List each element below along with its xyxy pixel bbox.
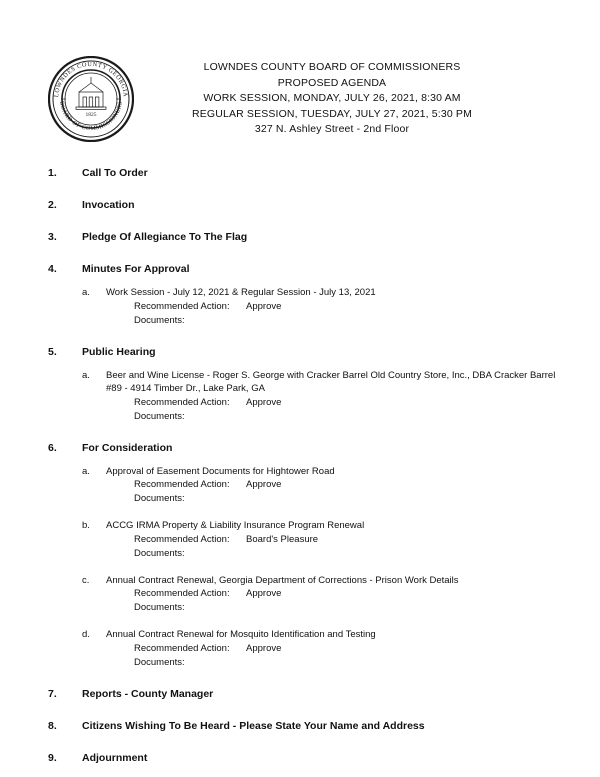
recommended-action-value: Approve — [246, 588, 282, 599]
agenda-item-title: Citizens Wishing To Be Heard - Please State Your Name and Address — [82, 719, 425, 732]
agenda-item-title: Reports - County Manager — [82, 687, 214, 700]
agenda-item-number: 1. — [48, 167, 57, 179]
agenda-item-number: 5. — [48, 345, 57, 358]
agenda-item-number: 7. — [48, 687, 57, 700]
recommended-action-row — [106, 587, 556, 601]
documents-label: Documents: — [134, 493, 185, 504]
agenda-subitem-list — [48, 465, 556, 670]
recommended-action-row — [106, 478, 556, 492]
recommended-action-row — [106, 300, 556, 314]
agenda-subitem-letter: c. — [82, 574, 90, 586]
agenda-subitem-text: Work Session - July 12, 2021 & Regular Session - July 13, 2021 — [106, 287, 376, 298]
svg-text:1825: 1825 — [85, 112, 97, 118]
agenda-item-number: 2. — [48, 199, 57, 211]
recommended-action-label: Recommended Action: — [134, 533, 230, 545]
agenda-subitem-list — [48, 369, 556, 424]
header-line-1: LOWNDES COUNTY BOARD OF COMMISSIONERS — [203, 61, 461, 73]
header-title-block — [134, 52, 560, 138]
agenda-subitem-text: Annual Contract Renewal for Mosquito Identification and Testing — [106, 629, 376, 640]
agenda-item — [48, 345, 556, 424]
agenda-subitem-text: Annual Contract Renewal, Georgia Department of Corrections - Prison Work Details — [106, 574, 459, 586]
agenda-subitem-letter: d. — [82, 629, 90, 640]
recommended-action-row — [106, 533, 556, 547]
agenda-subitem-list — [48, 286, 556, 328]
agenda-item-number: 4. — [48, 263, 57, 275]
agenda-subitem-text: ACCG IRMA Property & Liability Insurance Program Renewal — [106, 520, 365, 531]
agenda-item-title: For Consideration — [82, 441, 173, 454]
document-header — [0, 0, 600, 142]
recommended-action-label: Recommended Action: — [134, 588, 230, 599]
agenda-subitem-text: Approval of Easement Documents for Hightower Road — [106, 465, 335, 477]
agenda-subitem — [82, 574, 556, 616]
agenda-subitem — [82, 465, 556, 507]
recommended-action-label: Recommended Action: — [134, 642, 230, 654]
agenda-subitem-letter: a. — [82, 369, 90, 381]
agenda-list — [0, 142, 600, 766]
documents-label: Documents: — [134, 410, 185, 422]
header-line-3: WORK SESSION, MONDAY, JULY 26, 2021, 8:30 AM — [203, 92, 461, 104]
svg-text:BOARD OF COMMISSIONERS: BOARD OF COMMISSIONERS — [58, 100, 124, 133]
recommended-action-row — [106, 396, 556, 410]
recommended-action-row — [106, 642, 556, 656]
agenda-item-title: Public Hearing — [82, 345, 156, 358]
header-line-2: PROPOSED AGENDA — [277, 76, 387, 89]
agenda-item-number: 3. — [48, 231, 57, 243]
recommended-action-label: Recommended Action: — [134, 300, 230, 312]
recommended-action-label: Recommended Action: — [134, 396, 230, 408]
agenda-item-number: 8. — [48, 719, 57, 732]
agenda-subitem — [82, 286, 556, 328]
agenda-item-title: Adjournment — [82, 751, 148, 764]
agenda-item — [48, 441, 556, 670]
agenda-item-number: 6. — [48, 441, 57, 454]
agenda-item — [48, 751, 556, 766]
agenda-item-title: Invocation — [82, 199, 135, 211]
county-seal-icon — [48, 56, 134, 142]
agenda-item — [48, 719, 556, 734]
header-line-4: REGULAR SESSION, TUESDAY, JULY 27, 2021, 5:30 PM — [192, 107, 472, 120]
documents-label: Documents: — [134, 602, 185, 613]
agenda-subitem-letter: a. — [82, 465, 90, 477]
documents-label: Documents: — [134, 314, 185, 326]
agenda-item-title: Pledge Of Allegiance To The Flag — [82, 231, 248, 243]
recommended-action-value: Approve — [246, 300, 282, 312]
documents-label: Documents: — [134, 656, 185, 668]
agenda-item-title: Call To Order — [82, 167, 148, 179]
agenda-subitem — [82, 369, 556, 424]
svg-text:LOWNDES COUNTY GEORGIA: LOWNDES COUNTY GEORGIA — [53, 60, 130, 98]
recommended-action-value: Approve — [246, 396, 282, 408]
agenda-subitem — [82, 628, 556, 670]
recommended-action-label: Recommended Action: — [134, 479, 230, 490]
agenda-item-title: Minutes For Approval — [82, 263, 190, 275]
agenda-item — [48, 262, 556, 328]
agenda-item — [48, 198, 556, 213]
agenda-item — [48, 166, 556, 181]
agenda-item — [48, 230, 556, 245]
documents-label: Documents: — [134, 547, 185, 559]
agenda-subitem-letter: a. — [82, 287, 90, 298]
recommended-action-value: Approve — [246, 479, 282, 490]
agenda-subitem-text: Beer and Wine License - Roger S. George with Cracker Barrel Old Country Store, Inc., DBA Cracker Barrel #89 - 4914 Timber Dr., Lake Park, GA — [106, 369, 556, 394]
agenda-item-number: 9. — [48, 751, 57, 764]
header-line-5: 327 N. Ashley Street - 2nd Floor — [254, 123, 410, 135]
recommended-action-value: Approve — [246, 642, 282, 654]
recommended-action-value: Board's Pleasure — [246, 533, 319, 545]
agenda-item — [48, 687, 556, 702]
agenda-subitem — [82, 519, 556, 561]
agenda-subitem-letter: b. — [82, 520, 90, 531]
